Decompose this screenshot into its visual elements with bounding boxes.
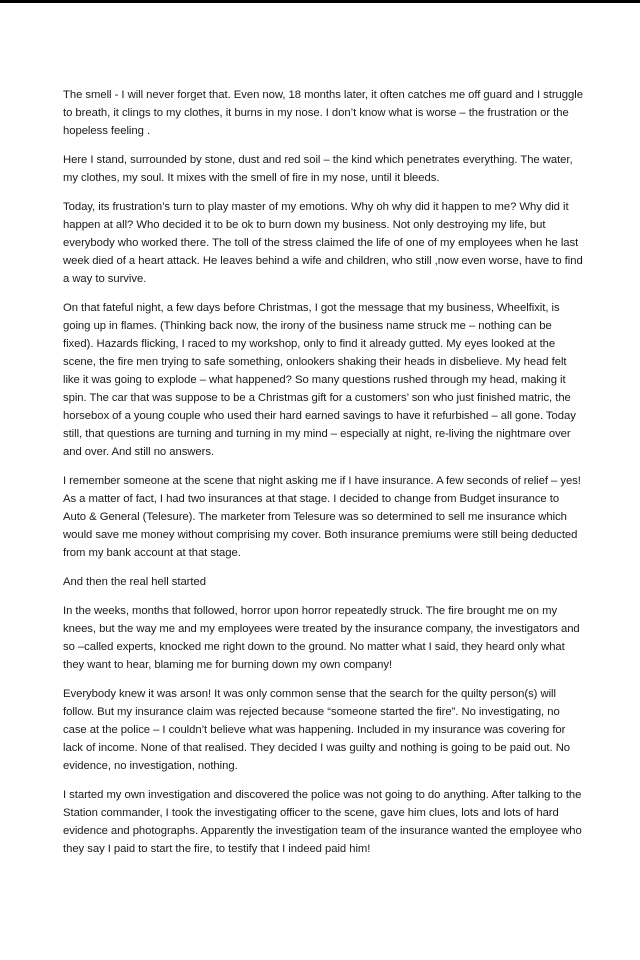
document-body [63,86,583,869]
top-border [0,0,640,3]
paragraph: Here I stand, surrounded by stone, dust and red soil – the kind which penetrates everything. The water, my clothes, my soul. It mixes with the smell of fire in my nose, until it bleeds. [63,154,573,184]
paragraph: The smell - I will never forget that. Even now, 18 months later, it often catches me off guard and I struggle to breath, it clings to my clothes, it burns in my nose. I don’t know what is worse – the frustration or the hopeless feeling . [63,89,583,137]
paragraph: Everybody knew it was arson! It was only common sense that the search for the quilty person(s) will follow. But my insurance claim was rejected because “someone started the fire”. No investigating, no case at the police – I couldn’t believe what was happening. Included in my insurance was covering for lack of income. None of that realised. They decided I was guilty and nothing is going to be paid out. No evidence, no investigation, nothing. [63,688,571,772]
paragraph: Today, its frustration’s turn to play master of my emotions. Why oh why did it happen to me? Why did it happen at all? Who decided it to be ok to burn down my business. Not only destroying my life, but everybody who worked there. The toll of the stress claimed the life of one of my employees when he last week died of a heart attack. He leaves behind a wife and children, who still ,now even worse, have to find a way to survive. [63,201,583,285]
paragraph: I remember someone at the scene that night asking me if I have insurance. A few seconds of relief – yes! As a matter of fact, I had two insurances at that stage. I decided to change from Budget insurance to Auto & General (Telesure). The marketer from Telesure was so determined to sell me insurance which would save me money without comprising my cover. Both insurance premiums were still being deducted from my bank account at that stage. [63,475,581,559]
paragraph: On that fateful night, a few days before Christmas, I got the message that my business, Wheelfixit, is going up in flames. (Thinking back now, the irony of the business name struck me – nothing can be fixed). Hazards flicking, I raced to my workshop, only to find it already gutted. My eyes looked at the scene, the fire men trying to safe something, onlookers shaking their heads in disbelieve. My head felt like it was going to explode – what happened? So many questions rushed through my head, making it spin. The car that was suppose to be a Christmas gift for a customers’ son who just finished matric, the horsebox of a young couple who used their hard earned savings to have it refurbished – all gone. Today still, that questions are turning and turning in my mind – especially at night, re-living the nightmare over and over. And still no answers. [63,302,576,458]
paragraph: And then the real hell started [63,576,206,588]
paragraph: I started my own investigation and discovered the police was not going to do anything. After talking to the Station commander, I took the investigating officer to the scene, gave him clues, lots and lots of hard evidence and photographs. Apparently the investigation team of the insurance wanted the employee who they say I paid to start the fire, to testify that I indeed paid him! [63,789,582,855]
paragraph: In the weeks, months that followed, horror upon horror repeatedly struck. The fire brought me on my knees, but the way me and my employees were treated by the insurance company, the investigators and so –called experts, knocked me right down to the ground. No matter what I said, they heard only what they want to hear, blaming me for burning down my own company! [63,605,580,671]
